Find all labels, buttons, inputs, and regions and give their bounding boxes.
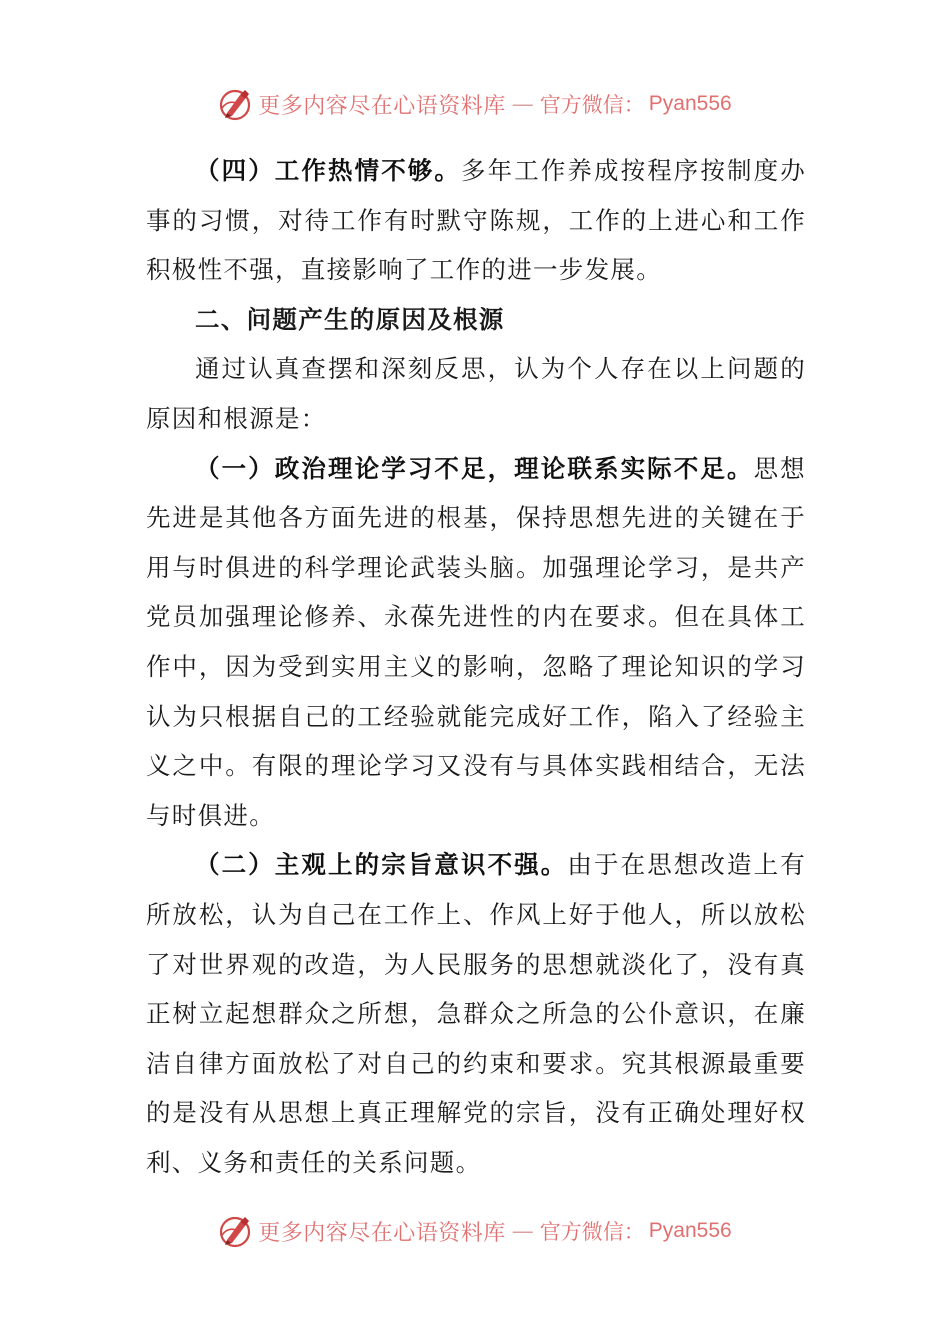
header-wechat-id: Pyan556 (648, 92, 732, 115)
footer-banner (0, 1211, 950, 1251)
footer-banner-separator: — (511, 1218, 534, 1244)
header-banner-text: 更多内容尽在心语资料库 (258, 93, 506, 119)
footer-wechat-label: 官方微信： (539, 1220, 645, 1244)
paragraph-lead-four: （四）工作热情不够。 (195, 156, 461, 185)
paragraph-text-four: 多年工作养成按程序按制度办事的习惯，对待工作有时默守陈规，工作的上进心和工作积极性不强，直接影响了工作的进一步发展。 (146, 156, 806, 285)
footer-wechat-id: Pyan556 (648, 1219, 732, 1242)
footer-banner-inner (218, 1213, 731, 1249)
paragraph-intro: 通过认真查摆和深刻反思，认为个人存在以上问题的原因和根源是： (146, 354, 806, 433)
header-banner-inner (218, 86, 731, 122)
paragraph-lead-two: （二）主观上的宗旨意识不强。 (195, 850, 568, 880)
paragraph-political-theory (146, 444, 806, 841)
section-heading-two: 二、问题产生的原因及根源 (195, 304, 505, 334)
header-banner (0, 84, 950, 124)
document-body (146, 146, 806, 1187)
paragraph-text-two: 由于在思想改造上有所放松，认为自己在工作上、作风上好于他人，所以放松了对世界观的改造，为人民服务的思想就淡化了，没有真正树立起想群众之所想，急群众之所急的公仆意识，在廉洁自律方面放松了对自己的约束和要求。究其根源最重要的是没有从思想上真正理解党的宗旨，没有正确处理好权利、义务和责任的关系问题。 (146, 850, 807, 1177)
paragraph-purpose-awareness (146, 840, 806, 1187)
pen-logo-icon (218, 86, 254, 122)
header-wechat-label: 官方微信： (539, 93, 645, 117)
footer-banner-text: 更多内容尽在心语资料库 (258, 1220, 506, 1246)
pen-logo-icon (218, 1213, 254, 1249)
paragraph-work-enthusiasm (146, 146, 806, 295)
header-banner-separator: — (511, 91, 534, 117)
paragraph-text-one: 思想先进是其他各方面先进的根基，保持思想先进的关键在于用与时俱进的科学理论武装头脑。加强理论学习，是共产党员加强理论修养、永葆先进性的内在要求。但在具体工作中，因为受到实用主义的影响，忽略了理论知识的学习认为只根据自己的工经验就能完成好工作，陷入了经验主义之中。有限的理论学习又没有与具体实践相结合，无法与时俱进。 (146, 453, 806, 830)
paragraph-lead-one: （一）政治理论学习不足，理论联系实际不足。 (195, 453, 754, 483)
